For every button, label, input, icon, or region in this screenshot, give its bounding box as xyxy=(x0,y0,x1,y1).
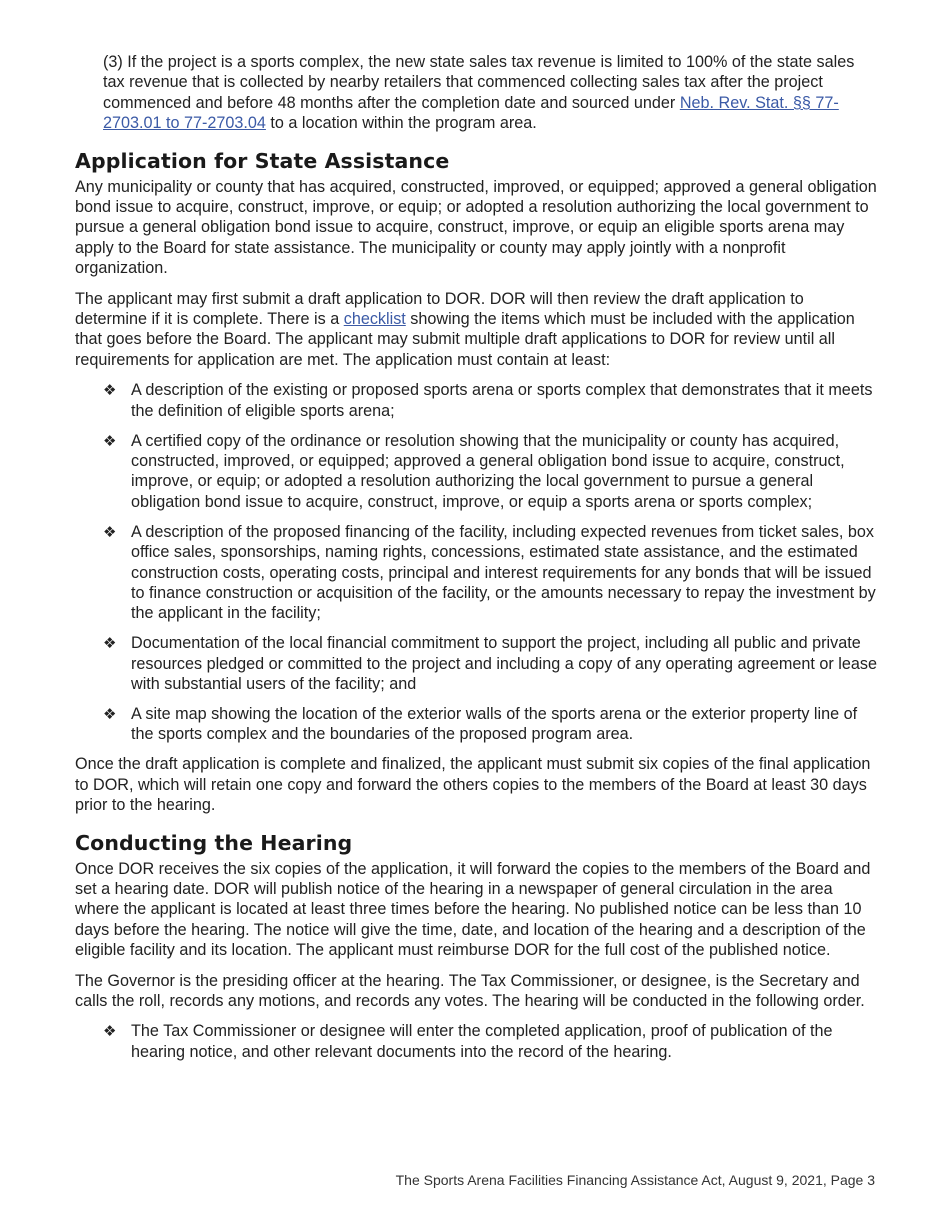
application-paragraph-2 xyxy=(75,289,878,371)
diamond-bullet-icon: ❖ xyxy=(103,634,117,653)
list-item xyxy=(75,380,878,421)
section-heading-application: Application for State Assistance xyxy=(75,148,450,173)
page-footer: The Sports Arena Facilities Financing Assistance Act, August 9, 2021, Page 3 xyxy=(395,1172,875,1188)
list-item-text: The Tax Commissioner or designee will enter the completed application, proof of publication of the hearing notice, and other relevant documents into the record of the hearing. xyxy=(131,1022,833,1061)
list-item-text: A site map showing the location of the exterior walls of the sports arena or the exterior property line of the sports complex and the boundaries of the proposed program area. xyxy=(131,704,858,744)
diamond-bullet-icon: ❖ xyxy=(103,704,117,723)
intro-text-after-link: to a location within the program area. xyxy=(265,114,537,133)
diamond-bullet-icon: ❖ xyxy=(103,522,117,541)
para2-text-after-link: showing the items which must be included with the application that goes before the Board. The applicant may submit multiple draft applications to DOR for review until all requirements for application are met. The application must contain at least: xyxy=(75,310,855,369)
application-paragraph-3: Once the draft application is complete and finalized, the applicant must submit six copies of the final application to DOR, which will retain one copy and forward the others copies to the members of the Board at least 30 days prior to the hearing. xyxy=(75,755,871,815)
application-requirements-list xyxy=(75,380,878,745)
intro-paragraph xyxy=(103,52,878,134)
list-item xyxy=(75,633,878,694)
list-item-text: A description of the existing or proposed sports arena or sports complex that demonstrates that it meets the definition of eligible sports arena; xyxy=(131,381,873,420)
list-item-text: A description of the proposed financing of the facility, including expected revenues from ticket sales, box office sales, sponsorships, naming rights, concessions, estimated state assistance, and the estimated construction costs, operating costs, principal and interest requirements for any bonds that will be issued to finance construction or acquisition of the facility, or the amounts necessary to repay the investment by the applicant in the facility; xyxy=(131,522,876,623)
diamond-bullet-icon: ❖ xyxy=(103,1022,117,1041)
diamond-bullet-icon: ❖ xyxy=(103,431,117,450)
para2-text-before-link: The applicant may first submit a draft application to DOR. DOR will then review the draft application to determine if it is complete. There is a xyxy=(75,289,804,329)
hearing-order-list xyxy=(75,1021,878,1062)
checklist-link[interactable]: checklist xyxy=(343,310,406,329)
hearing-paragraph-1: Once DOR receives the six copies of the application, it will forward the copies to the members of the Board and set a hearing date. DOR will publish notice of the hearing in a newspaper of general circulation in the area where the applicant is located at least three times before the hearing. No published notice can be less than 10 days before the hearing. The notice will give the time, date, and location of the hearing and a description of the eligible facility and its location. The applicant must reimburse DOR for the full cost of the published notice. xyxy=(75,859,871,960)
list-item xyxy=(75,431,878,513)
list-item-text: A certified copy of the ordinance or resolution showing that the municipality or county has acquired, constructed, improved, or equipped; approved a general obligation bond issue to acquire, construct, improve, or equip; or adopted a resolution authorizing the local government to pursue a general obligation bond issue to acquire, construct, improve, or equip a sports arena or sports complex; xyxy=(131,431,845,511)
intro-text-before-link: (3) If the project is a sports complex, the new state sales tax revenue is limited to 100% of the state sales tax revenue that is collected by nearby retailers that commenced collecting sales tax after the project commenced and before 48 months after the completion date and sourced under xyxy=(103,53,855,112)
hearing-paragraph-2: The Governor is the presiding officer at the hearing. The Tax Commissioner, or designee, is the Secretary and calls the roll, records any motions, and records any votes. The hearing will be conducted in the following order. xyxy=(75,971,865,1010)
application-paragraph-1: Any municipality or county that has acquired, constructed, improved, or equipped; approved a general obligation bond issue to acquire, construct, improve, or equip; or adopted a resolution authorizing the local government to pursue a general obligation bond issue to acquire, construct, improve, or equip an eligible sports arena may apply to the Board for state assistance. The municipality or county may apply jointly with a nonprofit organization. xyxy=(75,177,877,278)
section-heading-hearing: Conducting the Hearing xyxy=(75,830,353,855)
list-item-text: Documentation of the local financial commitment to support the project, including all public and private resources pledged or committed to the project and including a copy of any operating agreement or lease with substantial users of the facility; and xyxy=(131,634,877,694)
list-item xyxy=(75,704,878,745)
statute-link[interactable]: Neb. Rev. Stat. §§ 77-2703.01 to 77-2703.04 xyxy=(103,93,839,133)
list-item xyxy=(75,1021,878,1062)
diamond-bullet-icon: ❖ xyxy=(103,381,117,400)
document-page xyxy=(75,52,878,1072)
list-item xyxy=(75,522,878,624)
